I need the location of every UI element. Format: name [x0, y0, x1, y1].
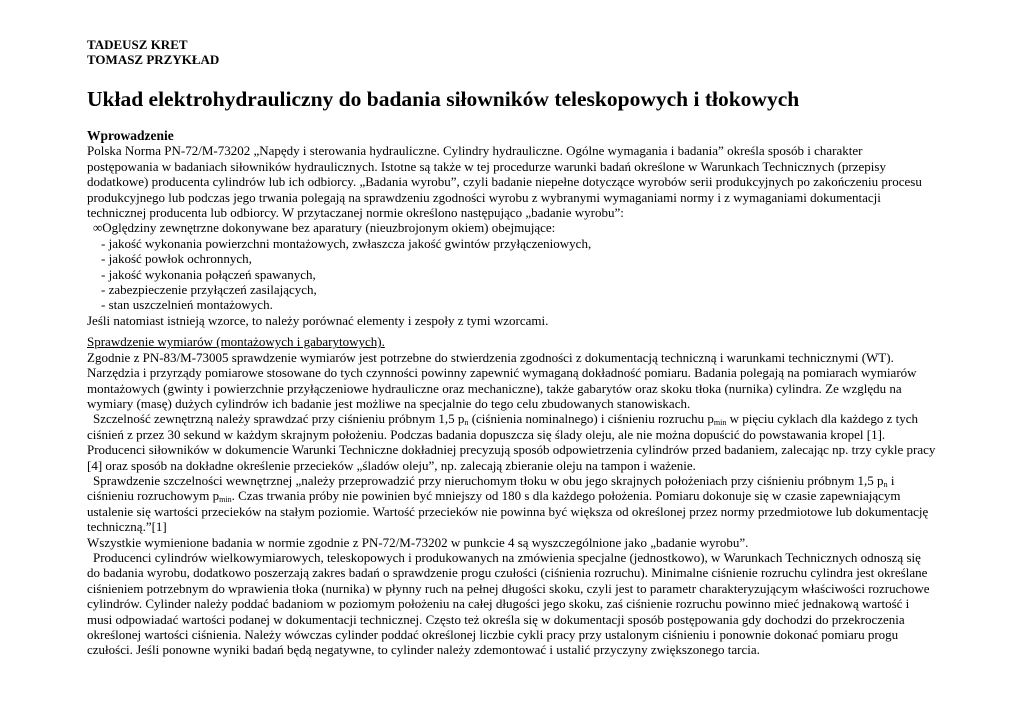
list-item: - jakość powłok ochronnych,	[101, 251, 252, 267]
inspection-lead: ∞Oględziny zewnętrzne dokonywane bez aparatury (nieuzbrojonym okiem) obejmujące:	[93, 220, 556, 236]
text-fragment: Szczelność zewnętrzną należy sprawdzać przy ciśnieniu próbnym 1,5 p	[93, 411, 465, 427]
text-line: montażowych (gwinty i powierzchnie przyłączeniowe hydrauliczne oraz mechaniczne), także gabarytów oraz skoku tłoka (nurnika) cylindra. Ze względu na	[87, 380, 902, 396]
text-fragment: Sprawdzenie szczelności wewnętrznej „należy przeprowadzić przy nieruchomym tłoku w obu jego skrajnych położeniach przy ciśnieniu próbnym 1,5 p	[93, 472, 884, 488]
text-fragment: (ciśnienia nominalnego) i ciśnieniu rozruchu p	[468, 411, 714, 427]
text-line	[87, 411, 967, 426]
text-line: postępowania w badaniach siłowników hydraulicznych. Istotne są także w tej procedurze warunki badań określone w Warunkach Technicznych (przepisy	[87, 158, 886, 174]
external-tightness-paragraph	[87, 411, 967, 473]
paper-body	[87, 128, 967, 658]
list-item: - jakość wykonania powierzchni montażowych, zwłaszcza jakość gwintów przyłączeniowych,	[101, 235, 592, 251]
list-item: - jakość wykonania połączeń spawanych,	[101, 266, 316, 282]
producers-paragraph	[87, 550, 967, 658]
text-line: określonej wartości ciśnienia. Należy wówczas cylinder poddać określonej liczbie cykli pracy przy ustalonym ciśnieniu i ponownie dokonać pomiaru progu	[87, 627, 899, 642]
text-line: produkcyjnego lub podczas jego trwania polegają na sprawdzeniu zgodności wyrobu z wybranymi wymaganiami normy i z wymaganiami dokumentacji	[87, 189, 881, 205]
subscript: min	[219, 495, 232, 505]
text-line: Wszystkie wymienione badania w normie zgodnie z PN-72/M-73202 w punkcie 4 są wyszczególnione jako „badanie wyrobu”.	[87, 534, 749, 550]
text-line: techniczną.”[1]	[87, 519, 167, 535]
list-item: - zabezpieczenie przyłączeń zasilających,	[101, 282, 317, 298]
text-fragment: . Czas trwania próby nie powinien być mniejszy od 180 s dla każdego położenia. Pomiaru dokonuje się w czasie zapewniającym	[231, 488, 901, 504]
text-line: Polska Norma PN-72/M-73202 „Napędy i sterowania hydrauliczne. Cylindry hydrauliczne. Ogólne wymagania i badania” określa sposób i charakter	[87, 143, 863, 159]
text-line: Producenci cylindrów wielkowymiarowych, teleskopowych i produkowanych na zmówienia specjalne (jednostkowo), w Warunkach Technicznych odnoszą się	[93, 549, 921, 565]
text-line	[87, 488, 967, 503]
internal-tightness-paragraph	[87, 473, 967, 550]
paper-title: Układ elektrohydrauliczny do badania siłowników teleskopowych i tłokowych	[87, 87, 800, 111]
text-line: ciśnieniem potrzebnym do wprawienia tłoka (nurnika) w płynny ruch na pełnej długości skoku, czyli jest to parametr charakteryzującym właściwości rozruchowe	[87, 580, 930, 596]
dimensions-paragraph	[87, 334, 967, 411]
text-fragment: ciśnieniu rozruchowym p	[87, 488, 220, 504]
text-line: Zgodnie z PN-83/M-73005 sprawdzenie wymiarów jest potrzebne do stwierdzenia zgodności z dokumentacją techniczną i warunkami technicznymi (WT).	[87, 349, 894, 365]
text-line: musi odpowiadać wartości podanej w dokumentacji technicznej. Często też określa się w dokumentacji sposób postępowania gdy dochodzi do przekroczenia	[87, 611, 905, 627]
text-line: Narzędzia i przyrządy pomiarowe stosowane do tych czynności powinny zapewnić wymaganą dokładność pomiaru. Badania polegają na pomiarach wymiarów	[87, 365, 917, 381]
text-line: wymiary (masę) dużych cylindrów ich badanie jest możliwe na specjalnie do tego celu zbudowanych stanowiskach.	[87, 395, 691, 411]
text-line: Producenci siłowników w dokumencie Warunki Techniczne dokładniej precyzują sposób odpowietrzenia cylindrów przed badaniem, zalecając np. trzy cykle pracy	[87, 442, 936, 458]
text-line: ustalenie się wartości przecieków na stałym poziomie. Wartość przecieków nie powinna być większa od określonej przez normy przedmiotowe lub dokumentację	[87, 503, 929, 519]
list-item: - stan uszczelnień montażowych.	[101, 297, 273, 313]
text-line: cylindrów. Cylinder należy poddać badaniom w poziomym położeniu na całej długości jego skoku, zaś ciśnienie rozruchu powinno mieć jednakową wartość i	[87, 596, 910, 612]
text-line: do badania wyrobu, dodatkowo poszerzają zakres badań o sprawdzenie progu czułości (ciśnienia rozruchu). Minimalne ciśnienie rozruchu cylindra jest określane	[87, 565, 928, 581]
text-line: [4] oraz sposób na dokładne określenie przecieków „śladów oleju”, np. zalecają zbieranie oleju na tampon i ważenie.	[87, 457, 696, 473]
section-heading: Wprowadzenie	[87, 128, 174, 143]
intro-paragraph	[87, 143, 967, 220]
text-line	[87, 473, 967, 488]
text-line: czułości. Jeśli ponowne wyniki badań będą negatywne, to cylinder należy zdemontować i ustalić przyczyny zwiększonego tarcia.	[87, 642, 760, 658]
text-line: Jeśli natomiast istnieją wzorce, to należy porównać elementy i zespoły z tymi wzorcami.	[87, 312, 549, 328]
author-name: TOMASZ PRZYKŁAD	[87, 52, 220, 67]
subscript: min	[713, 418, 727, 428]
author-name: TADEUSZ KRET	[87, 37, 188, 52]
inspection-list	[87, 220, 967, 328]
authors-block	[87, 37, 219, 67]
text-fragment: i	[887, 472, 895, 488]
text-line: ciśnień z przez 30 sekund w każdym skrajnym położeniu. Podczas badania dopuszcza się ślady oleju, ale nie można dopuścić do powstawania kropel [1].	[87, 426, 886, 442]
text-line: technicznej producenta lub odbiorcy. W przytaczanej normie określono następująco „badanie wyrobu”:	[87, 205, 624, 221]
text-line: dodatkowe) producenta cylindrów lub ich odbiorcy. „Badania wyrobu”, czyli badanie niepełne dotyczące wyrobów serii produkcyjnych po zakończeniu procesu	[87, 174, 922, 190]
subsection-heading: Sprawdzenie wymiarów (montażowych i gabarytowych).	[87, 334, 385, 350]
subscript: n	[464, 418, 469, 428]
subscript: n	[883, 479, 888, 489]
text-fragment: w pięciu cyklach dla każdego z tych	[726, 411, 919, 427]
